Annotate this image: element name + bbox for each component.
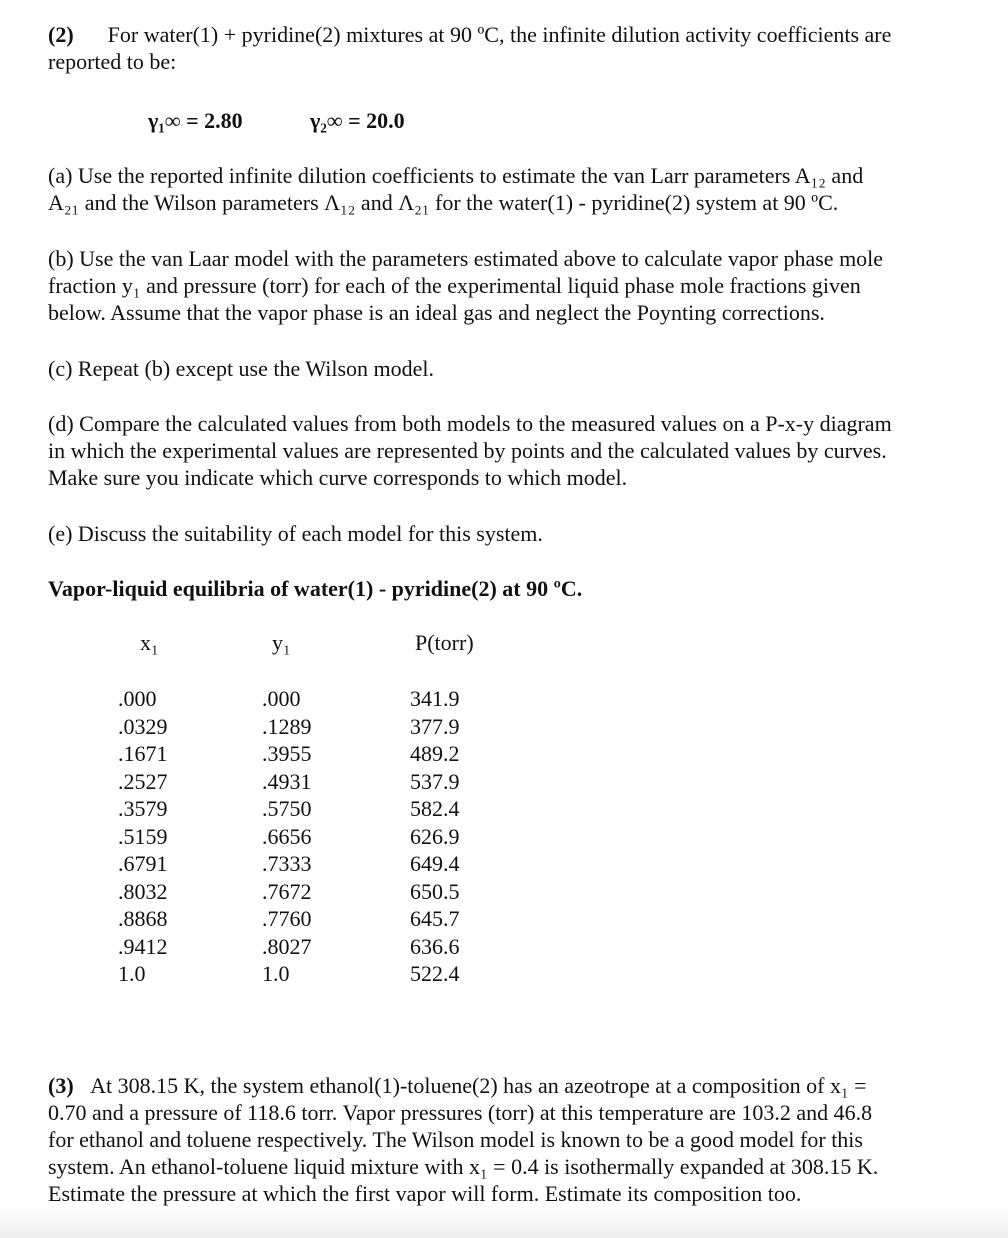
cell-y1: .5750 [262,796,312,821]
part-b [48,245,988,326]
part-d-line-2: in which the experimental values are represented by points and the calculated values by curves. [48,438,887,463]
problem-2-intro-line-1: For water(1) + pyridine(2) mixtures at 90 ºC, the infinite dilution activity coefficients are [107,22,892,47]
problem-2-intro-line-2: reported to be: [48,49,177,74]
problem-3-line-2: 0.70 and a pressure of 118.6 torr. Vapor pressures (torr) at this temperature are 103.2 and 46.8 [48,1100,873,1125]
cell-x1: .0329 [118,713,168,739]
table-row [0,905,1008,933]
cell-pressure: 650.5 [410,878,460,904]
problem-2-intro [48,21,988,75]
cell-x1: .2527 [118,768,168,794]
cell-x1: .000 [118,686,157,711]
table-header-pressure: P(torr) [415,630,474,655]
cell-y1: .3955 [262,741,312,766]
problem-3-line-5: Estimate the pressure at which the first vapor will form. Estimate its composition too. [48,1181,802,1206]
cell-y1: .7672 [262,878,312,904]
part-c [48,355,988,382]
part-a-line-1: (a) Use the reported infinite dilution coefficients to estimate the van Larr parameters A₁₂ and [48,163,864,188]
table-row [0,878,1008,906]
cell-pressure: 645.7 [410,906,460,931]
part-a-line-2: A₂₁ and the Wilson parameters Λ₁₂ and Λ₂₁ for the water(1) - pyridine(2) system at 90 ºC. [48,190,839,215]
cell-x1: .1671 [118,741,168,766]
table-row [0,823,1008,851]
part-d-line-3: Make sure you indicate which curve corresponds to which model. [48,465,628,490]
cell-pressure: 522.4 [410,961,460,986]
cell-x1: .8868 [118,906,168,931]
cell-pressure: 341.9 [410,686,460,711]
cell-x1: 1.0 [118,961,146,986]
part-b-line-1: (b) Use the van Laar model with the parameters estimated above to calculate vapor phase mole [48,246,884,271]
table-row [0,768,1008,796]
table-row [0,740,1008,768]
cell-pressure: 537.9 [410,768,460,794]
problem-3-line-3: for ethanol and toluene respectively. The Wilson model is known to be a good model for this [48,1127,863,1152]
cell-y1: .4931 [262,768,312,794]
cell-pressure: 649.4 [410,851,460,876]
table-title: Vapor-liquid equilibria of water(1) - pyridine(2) at 90 ºC. [48,576,583,601]
problem-3-line-1: At 308.15 K, the system ethanol(1)-toluene(2) has an azeotrope at a composition of x₁ = [90,1073,867,1098]
infinite-dilution-coefficients [0,107,1008,135]
cell-x1: .5159 [118,823,168,849]
part-c-line: (c) Repeat (b) except use the Wilson model. [48,356,435,381]
problem-2-number: (2) [48,22,74,47]
cell-y1: .000 [262,686,301,711]
cell-y1: 1.0 [262,961,290,986]
cell-y1: .7333 [262,851,312,876]
vle-data-table [0,685,1008,988]
cell-x1: .9412 [118,933,168,959]
part-b-line-3: below. Assume that the vapor phase is an ideal gas and neglect the Poynting corrections. [48,300,825,325]
cell-y1: .1289 [262,713,312,739]
table-row [0,795,1008,823]
table-row [0,850,1008,878]
table-row [0,713,1008,741]
part-e-line: (e) Discuss the suitability of each model for this system. [48,521,543,546]
cell-pressure: 582.4 [410,796,460,821]
cell-x1: .8032 [118,878,168,904]
cell-y1: .6656 [262,823,312,849]
table-header-row [0,629,1008,657]
part-d-line-1: (d) Compare the calculated values from both models to the measured values on a P-x-y diagram [48,411,892,436]
table-row [0,685,1008,713]
cell-pressure: 489.2 [410,741,460,766]
cell-y1: .7760 [262,906,312,931]
problem-3-line-4: system. An ethanol-toluene liquid mixture with x₁ = 0.4 is isothermally expanded at 308.15 K. [48,1154,879,1179]
gamma-1-infinity: γ₁∞ = 2.80 [148,108,243,133]
table-row [0,933,1008,961]
part-e [48,520,988,547]
part-a [48,162,988,216]
table-header-y1: y₁ [272,630,291,655]
table-row [0,960,1008,988]
problem-3-number: (3) [48,1073,74,1098]
cell-pressure: 377.9 [410,713,460,739]
part-b-line-2: fraction y₁ and pressure (torr) for each of the experimental liquid phase mole fractions given [48,273,861,298]
cell-x1: .6791 [118,851,168,876]
cell-pressure: 636.6 [410,933,460,959]
problem-3 [48,1072,988,1207]
gamma-2-infinity: γ₂∞ = 20.0 [310,108,405,133]
part-d [48,410,988,491]
page-bottom-shadow [0,1208,1008,1238]
cell-x1: .3579 [118,796,168,821]
cell-pressure: 626.9 [410,823,460,849]
cell-y1: .8027 [262,933,312,959]
table-header-x1: x₁ [140,630,159,655]
